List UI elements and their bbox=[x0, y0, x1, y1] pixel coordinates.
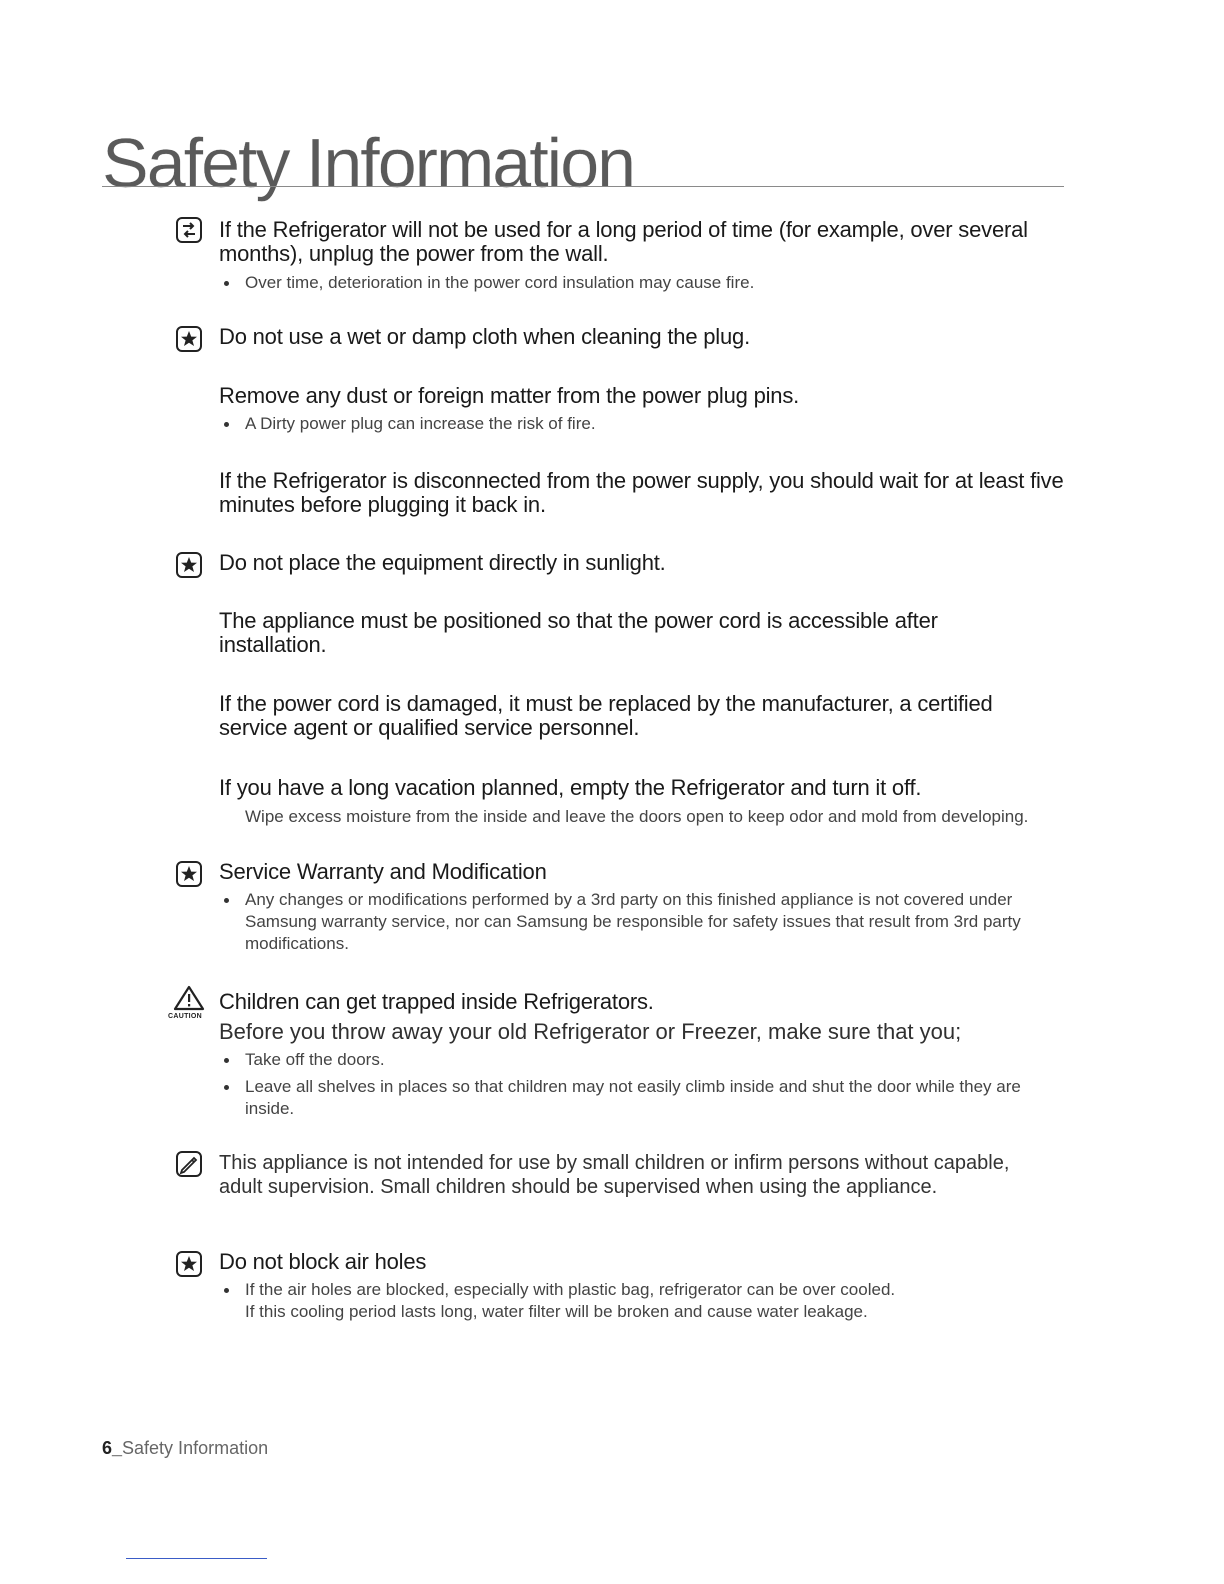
section-heading: Remove any dust or foreign matter from the power plug pins. bbox=[219, 383, 800, 408]
bullet-item: Take off the doors. bbox=[219, 1049, 1064, 1071]
important-star-icon bbox=[175, 1250, 203, 1278]
bullet-item: A Dirty power plug can increase the risk of fire. bbox=[219, 413, 1079, 435]
section-damaged-cord bbox=[219, 692, 1059, 740]
section-heading: If you have a long vacation planned, empty the Refrigerator and turn it off. bbox=[219, 775, 922, 800]
section-heading: If the Refrigerator will not be used for a long period of time (for example, over several months), unplug the power from the wall. bbox=[219, 217, 1028, 266]
important-star-icon bbox=[175, 860, 203, 888]
section-children-trapped bbox=[219, 990, 1064, 1120]
caution-label: CAUTION bbox=[168, 1013, 202, 1020]
section-heading: Children can get trapped inside Refrigerators. bbox=[219, 989, 654, 1014]
sub-text: Wipe excess moisture from the inside and leave the doors open to keep odor and mold from developing. bbox=[245, 807, 1029, 826]
unplug-icon bbox=[175, 216, 203, 244]
section-heading: Do not block air holes bbox=[219, 1249, 427, 1274]
page-footer bbox=[102, 1438, 268, 1459]
section-wet-cloth bbox=[219, 325, 1079, 349]
note-icon bbox=[175, 1150, 203, 1178]
section-disconnect bbox=[219, 469, 1079, 517]
title-underline bbox=[102, 186, 1064, 187]
section-heading: Service Warranty and Modification bbox=[219, 859, 547, 884]
section-air-holes bbox=[219, 1250, 1079, 1323]
bullet-item: Over time, deterioration in the power cord insulation may cause fire. bbox=[219, 272, 1079, 294]
section-vacation bbox=[219, 776, 1079, 828]
section-heading: If the Refrigerator is disconnected from the power supply, you should wait for at least five minutes before plugging it back in. bbox=[219, 468, 1064, 517]
important-star-icon bbox=[175, 325, 203, 353]
bullet-item bbox=[219, 1279, 1079, 1323]
note-text: This appliance is not intended for use by small children or infirm persons without capable, adult supervision. Small children should be supervised when using the appliance. bbox=[219, 1152, 1010, 1198]
section-sunlight bbox=[219, 551, 1079, 575]
footer-section-name: Safety Information bbox=[122, 1438, 269, 1458]
lead-text: Before you throw away your old Refrigerator or Freezer, make sure that you; bbox=[219, 1019, 962, 1044]
section-heading: Do not place the equipment directly in sunlight. bbox=[219, 550, 666, 575]
section-dust bbox=[219, 384, 1079, 435]
bullet-item: Leave all shelves in places so that children may not easily climb inside and shut the door while they are inside. bbox=[219, 1076, 1064, 1120]
bullet-item: Any changes or modifications performed by a 3rd party on this finished appliance is not covered under Samsung warranty service, nor can Samsung be responsible for safety issues that result from 3rd party modifications. bbox=[219, 889, 1064, 955]
section-long-period bbox=[219, 218, 1079, 294]
caution-triangle-icon bbox=[172, 985, 206, 1013]
page-number: 6_ bbox=[102, 1438, 123, 1458]
section-heading: Do not use a wet or damp cloth when cleaning the plug. bbox=[219, 324, 750, 349]
section-heading: If the power cord is damaged, it must be replaced by the manufacturer, a certified service agent or qualified service personnel. bbox=[219, 691, 993, 740]
section-warranty bbox=[219, 860, 1064, 955]
bullet-line: If the air holes are blocked, especially with plastic bag, refrigerator can be over cooled. bbox=[245, 1280, 896, 1299]
section-accessible-cord bbox=[219, 609, 1019, 657]
bottom-rule bbox=[126, 1558, 267, 1559]
section-heading: The appliance must be positioned so that the power cord is accessible after installation. bbox=[219, 608, 938, 657]
section-note-supervision bbox=[219, 1151, 1049, 1199]
bullet-line: If this cooling period lasts long, water filter will be broken and cause water leakage. bbox=[245, 1302, 868, 1321]
important-star-icon bbox=[175, 551, 203, 579]
page-title: Safety Information bbox=[102, 124, 635, 202]
